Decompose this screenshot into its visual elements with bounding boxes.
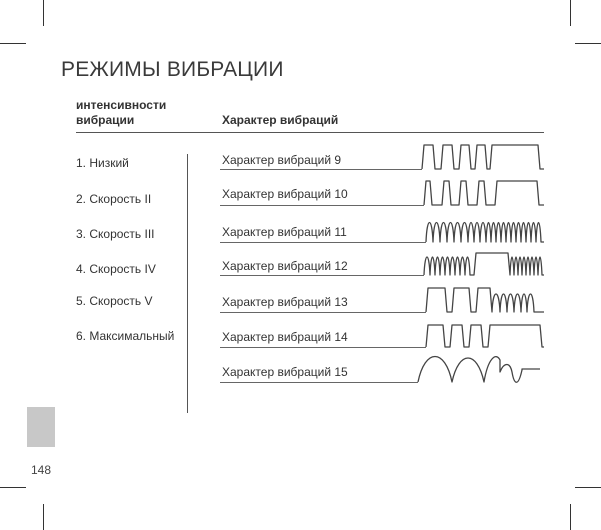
intensity-item-4: 4. Скорость IV [76, 262, 156, 276]
waveform-9 [422, 145, 544, 169]
waveform-10 [424, 181, 544, 205]
intensity-header-line2: вибрации [76, 113, 135, 127]
pattern-item-9: Характер вибраций 9 [222, 153, 342, 167]
waveform-11 [426, 223, 544, 243]
page-number: 148 [31, 463, 52, 477]
intensity-header-line1: интенсивности [76, 98, 167, 112]
page-title: РЕЖИМЫ ВИБРАЦИИ [61, 58, 284, 81]
pattern-header: Характер вибраций [222, 113, 339, 127]
waveform-12 [424, 253, 544, 275]
intensity-item-2: 2. Скорость II [76, 192, 152, 206]
pattern-item-13: Характер вибраций 13 [222, 295, 348, 309]
intensity-item-5: 5. Скорость V [76, 294, 153, 308]
intensity-item-3: 3. Скорость III [76, 227, 155, 241]
pattern-item-11: Характер вибраций 11 [222, 225, 347, 239]
section-tab [27, 407, 55, 447]
pattern-item-14: Характер вибраций 14 [222, 330, 348, 344]
pattern-item-12: Характер вибраций 12 [222, 259, 348, 273]
waveform-15 [418, 357, 540, 383]
pattern-item-15: Характер вибраций 15 [222, 365, 348, 379]
waveform-14 [426, 325, 544, 347]
intensity-item-6: 6. Максимальный [76, 329, 175, 343]
waveform-13 [426, 288, 544, 312]
pattern-item-10: Характер вибраций 10 [222, 187, 348, 201]
intensity-item-1: 1. Низкий [76, 156, 129, 170]
